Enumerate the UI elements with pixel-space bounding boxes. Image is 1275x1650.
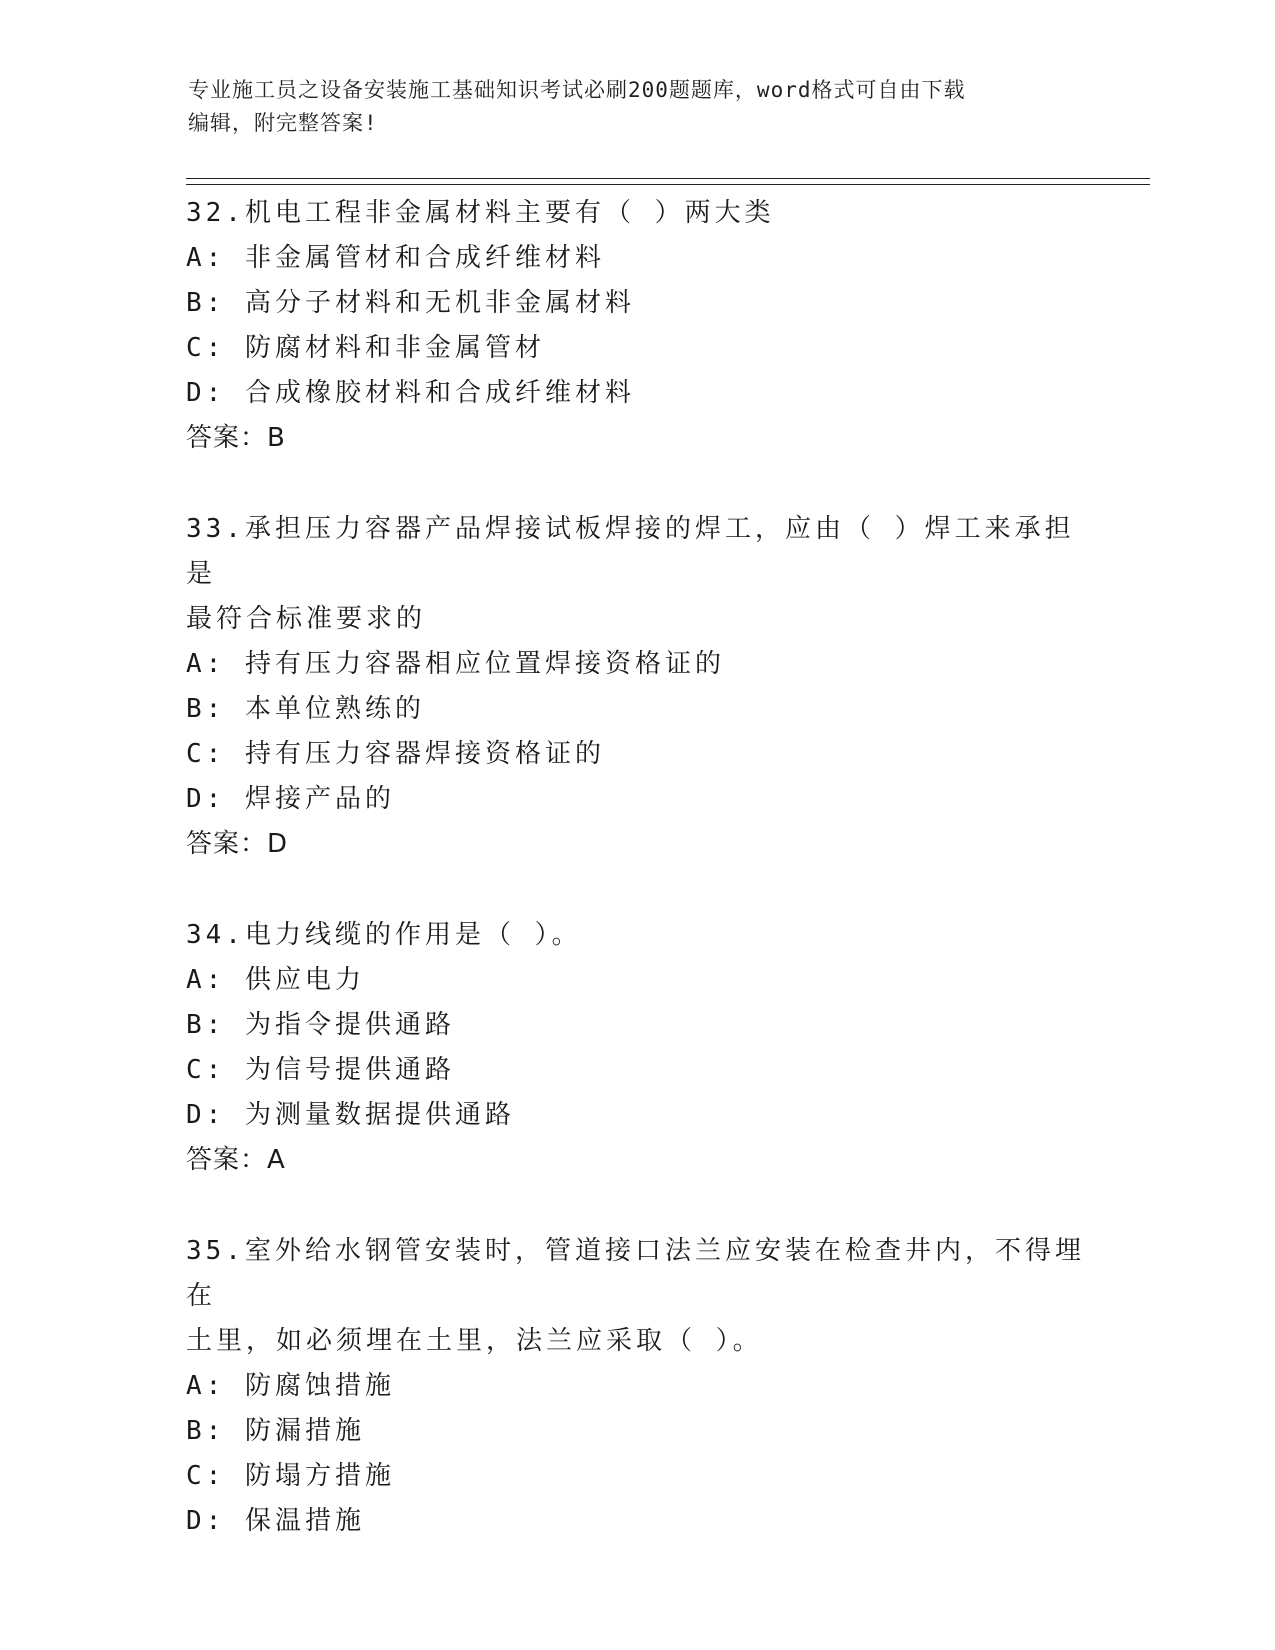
answer-option: B: 高分子材料和无机非金属材料: [186, 288, 635, 318]
answer-option: C: 防腐材料和非金属管材: [186, 333, 545, 363]
answer-option: D: 保温措施: [186, 1506, 365, 1536]
question-stem: 33.承担压力容器产品焊接试板焊接的焊工，应由（ ）焊工来承担是: [186, 514, 1075, 589]
question-list: [186, 191, 1086, 1590]
header-line-1: 专业施工员之设备安装施工基础知识考试必刷200题题库，word格式可自由下载: [188, 78, 966, 102]
answer-option: D: 为测量数据提供通路: [186, 1100, 515, 1130]
answer-option: C: 防塌方措施: [186, 1461, 395, 1491]
answer-option: C: 为信号提供通路: [186, 1055, 455, 1085]
question-stem: 最符合标准要求的: [186, 604, 427, 634]
question-stem: 34.电力线缆的作用是（ ）。: [186, 920, 582, 950]
answer-option: C: 持有压力容器焊接资格证的: [186, 739, 605, 769]
answer-option: A: 持有压力容器相应位置焊接资格证的: [186, 649, 725, 679]
answer-option: A: 供应电力: [186, 965, 365, 995]
header-line-2: 编辑，附完整答案!: [188, 111, 378, 135]
answer-option: B: 防漏措施: [186, 1416, 365, 1446]
question-block: [186, 507, 1086, 867]
question-block: [186, 191, 1086, 461]
answer-option: B: 本单位熟练的: [186, 694, 425, 724]
question-block: [186, 913, 1086, 1183]
question-block: [186, 1229, 1086, 1544]
document-header: [188, 74, 1088, 140]
header-divider: [186, 178, 1150, 185]
answer-option: D: 焊接产品的: [186, 784, 395, 814]
answer-option: A: 非金属管材和合成纤维材料: [186, 243, 605, 273]
question-stem: 32.机电工程非金属材料主要有（ ）两大类: [186, 198, 775, 228]
question-stem: 土里，如必须埋在土里，法兰应采取（ ）。: [186, 1326, 763, 1356]
answer-option: B: 为指令提供通路: [186, 1010, 455, 1040]
answer-option: D: 合成橡胶材料和合成纤维材料: [186, 378, 635, 408]
answer-key: 答案：A: [186, 1145, 286, 1175]
answer-option: A: 防腐蚀措施: [186, 1371, 395, 1401]
question-stem: 35.室外给水钢管安装时，管道接口法兰应安装在检查井内，不得埋在: [186, 1236, 1085, 1311]
answer-key: 答案：B: [186, 423, 286, 453]
answer-key: 答案：D: [186, 829, 289, 859]
